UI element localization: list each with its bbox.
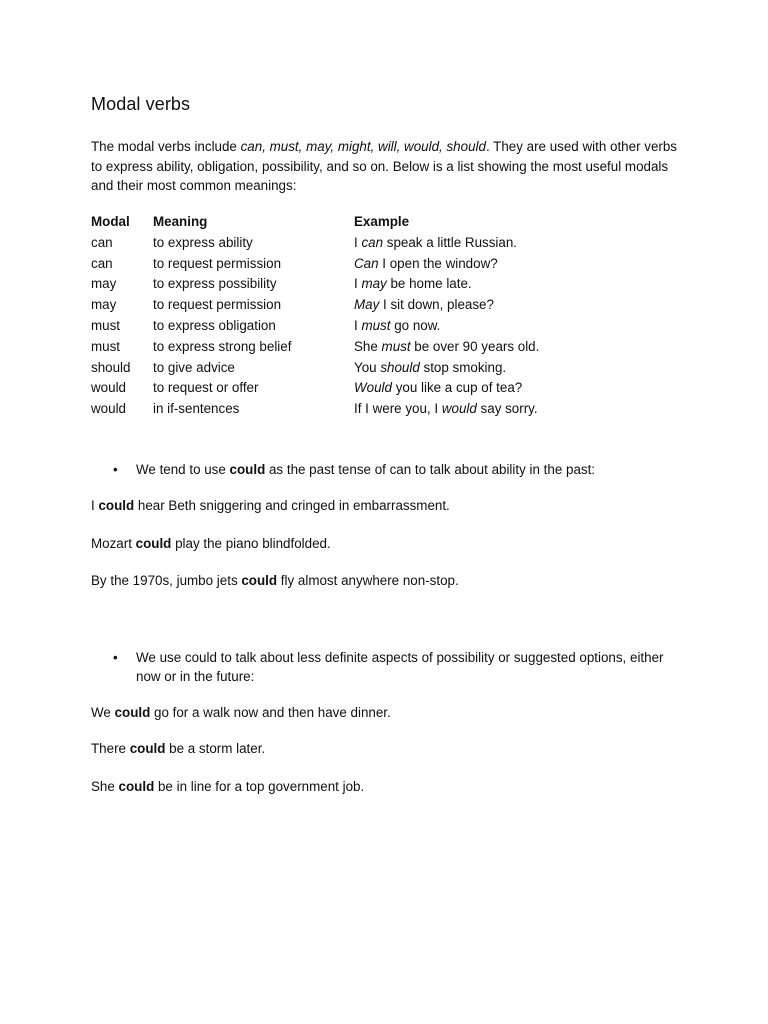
example-end: I sit down, please? [379, 297, 494, 313]
example-end: you like a cup of tea? [391, 380, 523, 396]
header-modal: Modal [91, 214, 130, 229]
example-start: I [354, 317, 362, 333]
sentence-start: I [91, 498, 99, 513]
example-start: I [354, 234, 362, 250]
sentence-end: play the piano blindfolded. [171, 536, 331, 551]
example-cell [354, 233, 517, 254]
sentence-end: fly almost anywhere non-stop. [277, 573, 459, 588]
sentence-start: Mozart [91, 536, 136, 551]
example-start: You [354, 359, 381, 375]
intro-text-start: The modal verbs include [91, 139, 241, 154]
example-sentence [91, 498, 450, 513]
example-end: be home late. [386, 276, 472, 292]
sentence-end: be in line for a top government job. [154, 779, 365, 794]
modal-cell: may [91, 297, 117, 313]
sentence-start: She [91, 779, 119, 794]
example-start: If I were you, I [354, 401, 442, 417]
example-cell [354, 378, 522, 399]
sentence-start: We [91, 705, 115, 720]
sentence-could: could [114, 705, 151, 720]
example-end: be over 90 years old. [410, 338, 540, 354]
modal-cell: would [91, 401, 126, 417]
example-end: speak a little Russian. [383, 234, 518, 250]
example-start: I [354, 276, 362, 292]
meaning-cell: to request permission [153, 297, 282, 313]
example-sentence [91, 705, 391, 720]
meaning-cell: to request permission [153, 255, 282, 271]
meaning-cell: to give advice [153, 359, 235, 375]
bullet-dot: • [113, 462, 118, 477]
example-cell [354, 295, 494, 316]
example-end: I open the window? [378, 255, 498, 271]
example-end: stop smoking. [419, 359, 507, 375]
meaning-cell: to request or offer [153, 380, 259, 396]
example-end: say sorry. [476, 401, 538, 417]
meaning-cell: in if-sentences [153, 401, 240, 417]
bullet-text-start: We tend to use [136, 462, 230, 477]
meaning-cell: to express obligation [153, 317, 276, 333]
example-cell [354, 337, 539, 358]
header-example: Example [354, 214, 410, 229]
sentence-end: go for a walk now and then have dinner. [150, 705, 391, 720]
sentence-could: could [98, 498, 135, 513]
sentence-could: could [129, 741, 166, 756]
modal-cell: may [91, 276, 117, 292]
header-meaning: Meaning [153, 214, 208, 229]
example-cell [354, 274, 472, 295]
bullet-bold-could: could [229, 462, 266, 477]
example-modal: May [354, 297, 380, 313]
bullet-text: We use could to talk about less definite aspects of possibility or suggested options, either now or in the future: [136, 650, 664, 684]
example-modal: must [361, 317, 391, 333]
modal-cell: must [91, 338, 121, 354]
example-cell [354, 399, 538, 420]
example-modal: must [381, 338, 411, 354]
bullet-possibility [113, 649, 673, 686]
bullet-dot: • [113, 650, 118, 665]
modal-cell: must [91, 317, 121, 333]
example-sentence [91, 536, 331, 551]
example-modal: Can [354, 255, 379, 271]
page-title: Modal verbs [91, 94, 191, 114]
example-modal: can [361, 234, 384, 250]
sentence-start: There [91, 741, 130, 756]
example-sentence [91, 779, 364, 794]
meaning-cell: to express possibility [153, 276, 277, 292]
meaning-cell: to express strong belief [153, 338, 292, 354]
sentence-could: could [135, 536, 172, 551]
example-cell [354, 254, 498, 275]
modal-cell: would [91, 380, 126, 396]
modal-cell: can [91, 234, 113, 250]
example-sentence [91, 741, 265, 756]
intro-modal-list: can, must, may, might, will, would, should [240, 139, 486, 154]
sentence-could: could [118, 779, 155, 794]
example-cell [354, 316, 440, 337]
example-modal: should [380, 359, 420, 375]
example-start: She [354, 338, 382, 354]
example-modal: Would [354, 380, 392, 396]
bullet-past-ability [113, 461, 673, 480]
modal-cell: can [91, 255, 113, 271]
example-sentence [91, 573, 459, 588]
modal-cell: should [91, 359, 131, 375]
example-cell [354, 358, 506, 379]
example-end: go now. [390, 317, 441, 333]
meaning-cell: to express ability [153, 234, 253, 250]
example-modal: may [361, 276, 387, 292]
intro-text-end: . They are used with other verbs to express ability, obligation, possibility, and so on. Below is a list showing the most useful modals and their most common meanings: [91, 139, 677, 193]
example-modal: would [441, 401, 477, 417]
bullet-text-end: as the past tense of can to talk about ability in the past: [265, 462, 596, 477]
bullet-text [136, 461, 673, 480]
sentence-start: By the 1970s, jumbo jets [91, 573, 242, 588]
intro-paragraph [91, 137, 691, 196]
sentence-could: could [241, 573, 278, 588]
sentence-end: hear Beth sniggering and cringed in embarrassment. [134, 498, 450, 513]
sentence-end: be a storm later. [165, 741, 266, 756]
